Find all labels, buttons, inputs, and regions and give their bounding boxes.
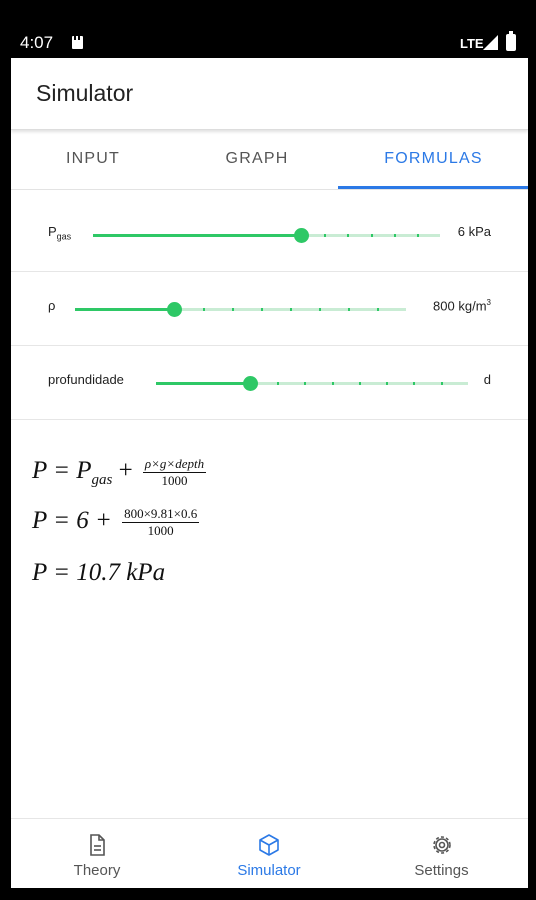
slider-tick (232, 308, 234, 311)
formula-result: P = 10.7 kPa (32, 559, 166, 586)
slider-tick (319, 308, 321, 311)
slider-tick (417, 234, 419, 237)
network-type: LTE (460, 36, 484, 51)
nav-label-settings: Settings (414, 862, 469, 879)
density-slider[interactable] (75, 308, 406, 311)
slider-tick (413, 382, 415, 385)
slider-label-pgas: $P_{gas}$ (48, 224, 72, 242)
slider-value-density: 800 $kg/m^3$ (433, 298, 491, 314)
slider-value-pgas: 6 kPa (457, 224, 491, 239)
slider-fill (93, 234, 301, 237)
bottom-navigation (11, 818, 528, 888)
depth-slider[interactable] (156, 382, 468, 385)
slider-tick (348, 308, 350, 311)
cube-icon (257, 833, 281, 857)
gear-icon (430, 833, 454, 857)
pgas-slider[interactable] (93, 234, 440, 237)
slider-tick (377, 308, 379, 311)
app-screen (11, 58, 528, 888)
status-time: 4:07 (20, 33, 54, 52)
slider-row-pgas (11, 198, 528, 272)
nav-label-theory: Theory (73, 862, 121, 879)
battery-icon (506, 34, 516, 51)
slider-fill (156, 382, 250, 385)
formula-substituted: P = 6 + $\frac{800\times 9.81\times 0.6}{1000}$ (32, 506, 198, 538)
page-title: Simulator (36, 80, 134, 106)
formula-general: $P = P_{gas}$ + $\frac{\text{ρ×g×depth}}{1000}$ (32, 456, 205, 489)
slider-tick (386, 382, 388, 385)
slider-label-density: ρ (48, 298, 56, 313)
slider-tick (203, 308, 205, 311)
slider-row-density (11, 272, 528, 346)
slider-value-depth: d (483, 372, 491, 387)
tab-graph[interactable]: GRAPH (225, 150, 289, 167)
sd-card-icon (72, 36, 83, 49)
slider-fill (75, 308, 174, 311)
slider-thumb[interactable] (294, 228, 309, 243)
status-bar (0, 0, 536, 58)
slider-thumb[interactable] (167, 302, 182, 317)
app-bar (11, 58, 528, 130)
slider-tick (441, 382, 443, 385)
tab-bar (11, 132, 528, 190)
slider-row-depth (11, 346, 528, 420)
document-icon (85, 833, 109, 857)
slider-tick (359, 382, 361, 385)
slider-tick (261, 308, 263, 311)
nav-simulator[interactable] (183, 819, 355, 888)
nav-theory[interactable] (11, 819, 183, 888)
slider-thumb[interactable] (243, 376, 258, 391)
slider-tick (394, 234, 396, 237)
slider-tick (290, 308, 292, 311)
slider-tick (332, 382, 334, 385)
tab-indicator (338, 186, 528, 189)
slider-tick (324, 234, 326, 237)
tab-formulas[interactable]: FORMULAS (384, 150, 483, 167)
slider-tick (371, 234, 373, 237)
nav-label-simulator: Simulator (237, 862, 301, 879)
signal-icon (483, 35, 498, 50)
slider-tick (277, 382, 279, 385)
nav-settings[interactable] (355, 819, 528, 888)
slider-tick (304, 382, 306, 385)
tab-input[interactable]: INPUT (66, 150, 120, 167)
slider-label-depth: profundidade (48, 372, 124, 387)
slider-tick (347, 234, 349, 237)
